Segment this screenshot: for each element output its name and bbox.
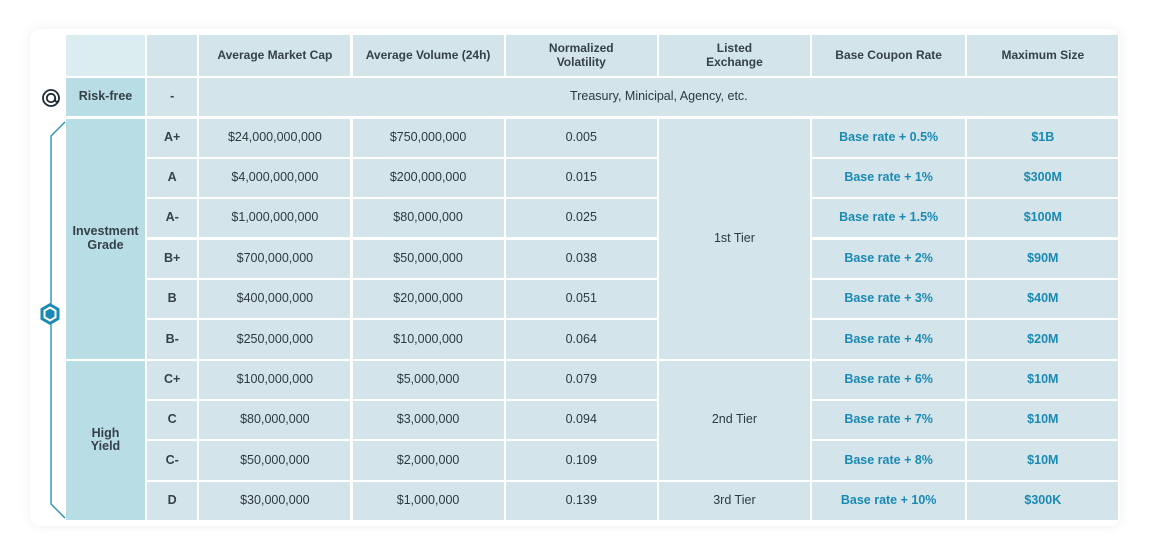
- table-row-volatility: 0.109: [506, 441, 657, 479]
- table-row-max-size: $300K: [967, 482, 1118, 520]
- table-row-volatility: 0.051: [506, 280, 657, 318]
- table-row-volatility: 0.079: [506, 361, 657, 399]
- exchange-tier-1: 1st Tier: [659, 119, 810, 359]
- risk-free-description: Treasury, Minicipal, Agency, etc.: [199, 78, 1118, 116]
- table-row-coupon: Base rate + 1%: [812, 159, 965, 197]
- table-row-coupon: Base rate + 0.5%: [812, 119, 965, 157]
- risk-free-label: Risk-free: [66, 78, 145, 116]
- table-row-max-size: $300M: [967, 159, 1118, 197]
- at-sign-icon: [41, 88, 61, 113]
- table-row-coupon: Base rate + 7%: [812, 401, 965, 439]
- hexagon-badge-icon: [38, 302, 62, 331]
- header-volatility: Normalized Volatility: [506, 35, 657, 76]
- header-corner: [66, 35, 145, 76]
- table-row-coupon: Base rate + 10%: [812, 482, 965, 520]
- table-row-max-size: $10M: [967, 441, 1118, 479]
- table-row-coupon: Base rate + 4%: [812, 320, 965, 358]
- exchange-tier-2: 2nd Tier: [659, 361, 810, 480]
- table-row-grade: A+: [147, 119, 197, 157]
- header-exchange: Listed Exchange: [659, 35, 810, 76]
- table-row-max-size: $90M: [967, 240, 1118, 278]
- table-row-volatility: 0.025: [506, 199, 657, 237]
- header-grade: [147, 35, 197, 76]
- table-row-max-size: $10M: [967, 361, 1118, 399]
- table-row-market-cap: $700,000,000: [199, 240, 350, 278]
- table-row-market-cap: $4,000,000,000: [199, 159, 350, 197]
- header-coupon: Base Coupon Rate: [812, 35, 965, 76]
- table-row-max-size: $20M: [967, 320, 1118, 358]
- table-row-volume: $80,000,000: [353, 199, 504, 237]
- table-row-grade: D: [147, 482, 197, 520]
- header-market-cap: Average Market Cap: [199, 35, 350, 76]
- table-row-coupon: Base rate + 1.5%: [812, 199, 965, 237]
- table-row-market-cap: $1,000,000,000: [199, 199, 350, 237]
- table-row-grade: B+: [147, 240, 197, 278]
- table-row-volatility: 0.005: [506, 119, 657, 157]
- table-row-market-cap: $50,000,000: [199, 441, 350, 479]
- exchange-tier-3: 3rd Tier: [659, 482, 810, 520]
- table-row-max-size: $40M: [967, 280, 1118, 318]
- table-row-volatility: 0.094: [506, 401, 657, 439]
- table-row-volume: $2,000,000: [353, 441, 504, 479]
- table-row-grade: A-: [147, 199, 197, 237]
- table-row-coupon: Base rate + 8%: [812, 441, 965, 479]
- table-row-max-size: $1B: [967, 119, 1118, 157]
- table-row-volatility: 0.064: [506, 320, 657, 358]
- group-high-yield: High Yield: [66, 361, 145, 520]
- table-row-volume: $20,000,000: [353, 280, 504, 318]
- table-row-market-cap: $80,000,000: [199, 401, 350, 439]
- header-max-size: Maximum Size: [967, 35, 1118, 76]
- table-row-volatility: 0.139: [506, 482, 657, 520]
- table-row-market-cap: $100,000,000: [199, 361, 350, 399]
- table-row-volume: $750,000,000: [353, 119, 504, 157]
- table-row-coupon: Base rate + 3%: [812, 280, 965, 318]
- risk-free-grade: -: [147, 78, 197, 116]
- group-investment-grade: Investment Grade: [66, 119, 145, 359]
- table-row-max-size: $10M: [967, 401, 1118, 439]
- table-row-volume: $10,000,000: [353, 320, 504, 358]
- table-row-market-cap: $30,000,000: [199, 482, 350, 520]
- table-row-market-cap: $250,000,000: [199, 320, 350, 358]
- table-row-grade: B: [147, 280, 197, 318]
- table-row-grade: B-: [147, 320, 197, 358]
- table-row-coupon: Base rate + 6%: [812, 361, 965, 399]
- table-row-grade: A: [147, 159, 197, 197]
- table-row-volume: $50,000,000: [353, 240, 504, 278]
- table-row-grade: C+: [147, 361, 197, 399]
- table-row-volume: $1,000,000: [353, 482, 504, 520]
- table-row-max-size: $100M: [967, 199, 1118, 237]
- table-row-volume: $5,000,000: [353, 361, 504, 399]
- rating-table: [66, 35, 1118, 520]
- header-volume: Average Volume (24h): [353, 35, 504, 76]
- table-row-grade: C: [147, 401, 197, 439]
- table-row-volatility: 0.038: [506, 240, 657, 278]
- table-row-market-cap: $24,000,000,000: [199, 119, 350, 157]
- table-row-volume: $200,000,000: [353, 159, 504, 197]
- table-row-coupon: Base rate + 2%: [812, 240, 965, 278]
- table-row-volume: $3,000,000: [353, 401, 504, 439]
- table-row-market-cap: $400,000,000: [199, 280, 350, 318]
- table-row-grade: C-: [147, 441, 197, 479]
- table-row-volatility: 0.015: [506, 159, 657, 197]
